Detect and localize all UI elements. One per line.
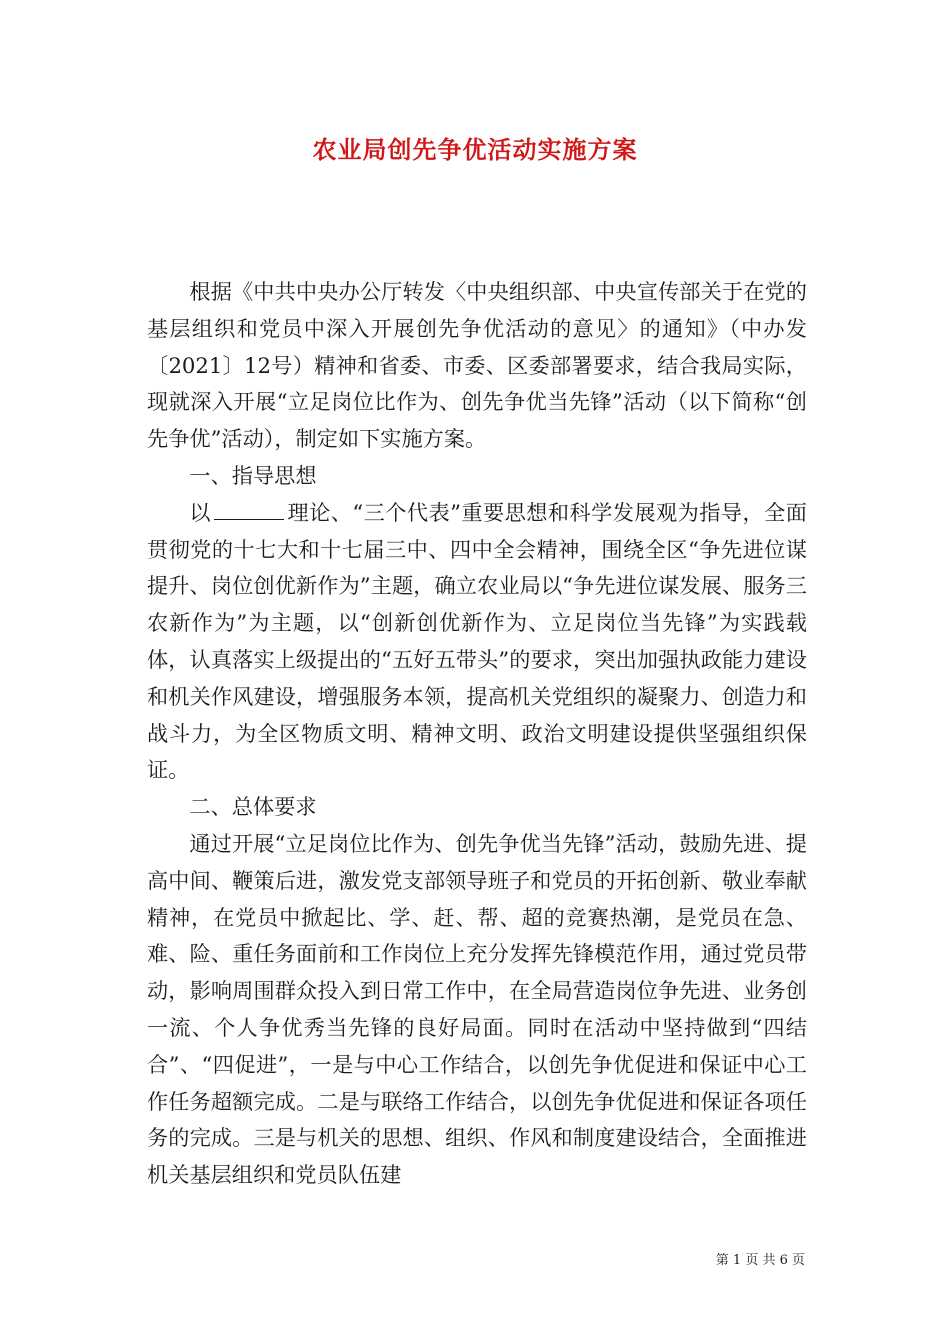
guiding-thought-paragraph bbox=[147, 495, 807, 789]
guiding-thought-text: 理论、“三个代表”重要思想和科学发展观为指导，全面贯彻党的十七大和十七届三中、四中全会精神，围绕全区“争先进位谋提升、岗位创优新作为”主题，确立农业局以“争先进位谋发展、服务三农新作为”为主题，以“创新创优新作为、立足岗位当先锋”为实践载体，认真落实上级提出的“五好五带头”的要求，突出加强执政能力建设和机关作风建设，增强服务本领，提高机关党组织的凝聚力、创造力和战斗力，为全区物质文明、精神文明、政治文明建设提供坚强组织保证。 bbox=[147, 499, 807, 783]
document-body bbox=[147, 274, 807, 1194]
section-heading-guiding-thought: 一、指导思想 bbox=[189, 462, 317, 488]
blank-underline bbox=[214, 501, 284, 520]
section-heading-general-requirements: 二、总体要求 bbox=[189, 794, 317, 820]
general-requirements-paragraph: 通过开展“立足岗位比作为、创先争优当先锋”活动，鼓励先进、提高中间、鞭策后进，激发党支部领导班子和党员的开拓创新、敬业奉献精神，在党员中掀起比、学、赶、帮、超的竞赛热潮，是党员在急、难、险、重任务面前和工作岗位上充分发挥先锋模范作用，通过党员带动，影响周围群众投入到日常工作中，在全局营造岗位争先进、业务创一流、个人争优秀当先锋的良好局面。同时在活动中坚持做到“四结合”、“四促进”，一是与中心工作结合，以创先争优促进和保证中心工作任务超额完成。二是与联络工作结合，以创先争优促进和保证各项任务的完成。三是与机关的思想、组织、作风和制度建设结合，全面推进机关基层组织和党员队伍建 bbox=[147, 830, 807, 1188]
document-title: 农业局创先争优活动实施方案 bbox=[312, 135, 638, 164]
guiding-thought-lead: 以 bbox=[189, 499, 212, 525]
page-number-footer: 第 1 页 共 6 页 bbox=[715, 1253, 805, 1268]
intro-paragraph: 根据《中共中央办公厅转发〈中央组织部、中央宣传部关于在党的基层组织和党员中深入开展创先争优活动的意见〉的通知》（中办发〔2021〕12号）精神和省委、市委、区委部署要求，结合我局实际，现就深入开展“立足岗位比作为、创先争优当先锋”活动（以下简称“创先争优”活动），制定如下实施方案。 bbox=[147, 279, 807, 452]
